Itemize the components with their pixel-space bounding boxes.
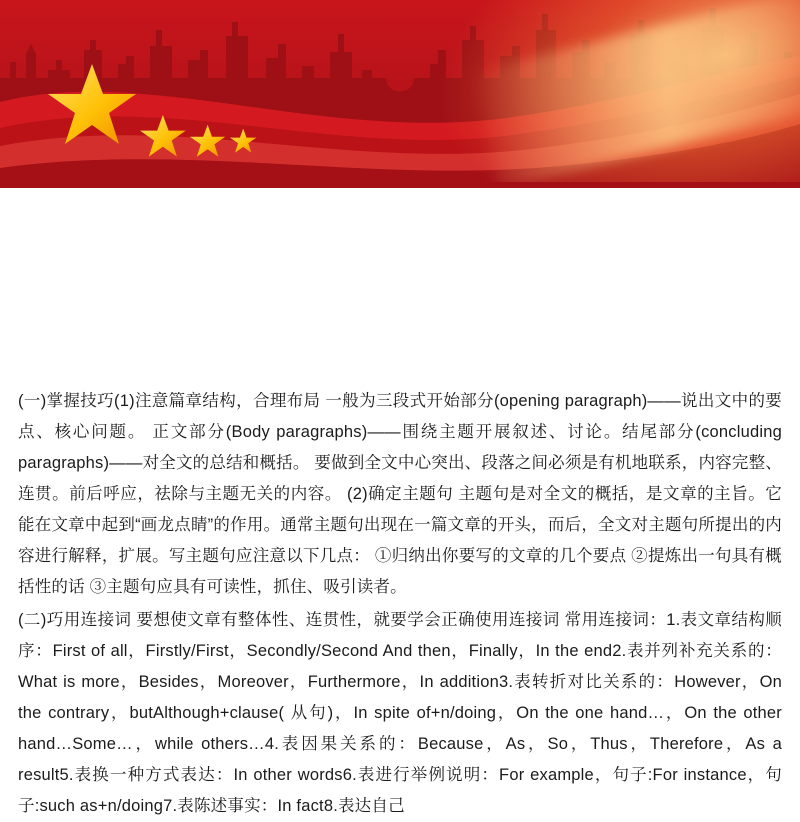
document-body [0, 188, 800, 815]
five-pointed-star-medium [140, 115, 186, 157]
five-pointed-star-small [190, 125, 225, 157]
paragraph-one: (一)掌握技巧(1)注意篇章结构，合理布局 一般为三段式开始部分(opening paragraph)——说出文中的要点、核心问题。 正文部分(Body paragraphs)——围绕主题开展叙述、讨论。结尾部分(concluding paragraphs)——对全文的总结和概括。 要做到全文中心突出、段落之间必须是有机地联系，内容完整、连贯。前后呼应，祛除与主题无关的内容。 (2)确定主题句 主题句是对全文的概括，是文章的主旨。它能在文章中起到“画龙点睛”的作用。通常主题句出现在一篇文章的开头，而后，全文对主题句所提出的内容进行解释，扩展。写主题句应注意以下几点： ①归纳出你要写的文章的几个要点 ②提炼出一句具有概括性的话 ③主题句应具有可读性，抓住、吸引读者。 [18, 392, 782, 596]
five-pointed-star-smallest [230, 129, 256, 153]
star-cluster [48, 62, 308, 172]
five-pointed-star-large [48, 64, 136, 144]
paragraph-two: (二)巧用连接词 要想使文章有整体性、连贯性，就要学会正确使用连接词 常用连接词：1.表文章结构顺序：First of all，Firstly/First，Secondly/Second And then，Finally，In the end2.表并列补充关系的：What is more，Besides，Moreover，Furthermore，In addition3.表转折对比关系的：However，On the contrary，butAlthough+clause( 从句)，In spite of+n/doing，On the one hand…，On the other hand…Some…，while others…4.表因果关系的：Because，As，So，Thus，Therefore，As a result5.表换一种方式表达：In other words6.表进行举例说明：For example，句子:For instance，句子:such as+n/doing7.表陈述事实：In fact8.表达自己 [18, 611, 782, 815]
blank-space [18, 188, 782, 386]
page-header-banner [0, 0, 800, 188]
